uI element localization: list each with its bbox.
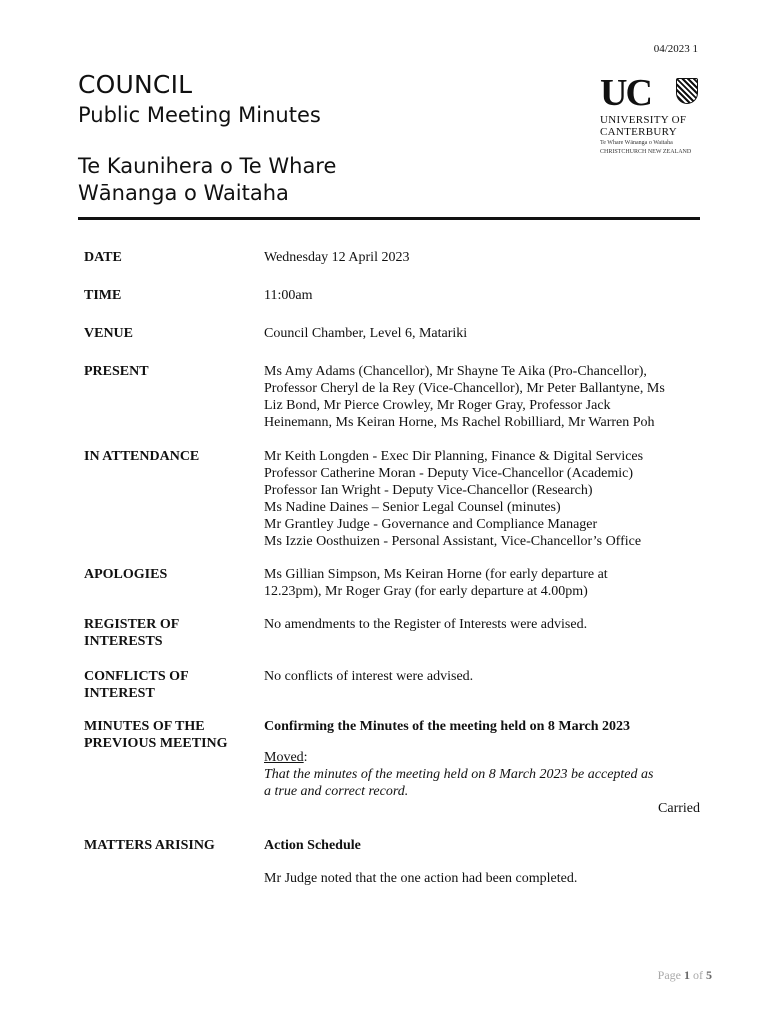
attendance-line: Mr Keith Longden - Exec Dir Planning, Finance & Digital Services: [264, 449, 644, 464]
value-minutes: [264, 718, 700, 817]
maori-title-line-1: Te Kaunihera o Te Whare: [78, 154, 337, 178]
logo-tagline-2: CHRISTCHURCH NEW ZEALAND: [600, 149, 692, 155]
maori-title: [78, 153, 336, 207]
value-date: Wednesday 12 April 2023: [264, 250, 410, 265]
label-attendance: IN ATTENDANCE: [84, 449, 200, 464]
present-line: Professor Cheryl de la Rey (Vice-Chancellor), Mr Peter Ballantyne, Ms: [264, 381, 665, 396]
logo-line-2: CANTERBURY: [600, 126, 677, 138]
apologies-line: Ms Gillian Simpson, Ms Keiran Horne (for early departure at: [264, 567, 608, 582]
label-matters-arising: MATTERS ARISING: [84, 838, 215, 853]
label-conflicts-line-1: CONFLICTS OF: [84, 669, 189, 684]
label-register-line-2: INTERESTS: [84, 634, 163, 649]
label-present: PRESENT: [84, 364, 149, 379]
logo-line-1: UNIVERSITY OF: [600, 114, 687, 126]
value-matters-arising: [264, 837, 700, 887]
page-subtitle: Public Meeting Minutes: [78, 103, 321, 127]
label-conflicts-line-2: INTEREST: [84, 686, 155, 701]
value-register: No amendments to the Register of Interests were advised.: [264, 617, 588, 632]
moved-colon: :: [303, 750, 308, 765]
label-minutes-line-1: MINUTES OF THE: [84, 719, 205, 734]
attendance-line: Mr Grantley Judge - Governance and Compliance Manager: [264, 517, 598, 532]
logo-letters: UC: [600, 72, 651, 114]
page-title: COUNCIL: [78, 70, 193, 99]
header-divider: [78, 217, 700, 220]
present-line: Heinemann, Ms Keiran Horne, Ms Rachel Robilliard, Mr Warren Poh: [264, 415, 655, 430]
document-reference: 04/2023 1: [653, 43, 698, 55]
motion-line-1: That the minutes of the meeting held on 8 March 2023 be accepted as: [264, 767, 654, 782]
page-number: [600, 968, 712, 983]
value-conflicts: No conflicts of interest were advised.: [264, 669, 474, 684]
label-venue: VENUE: [84, 326, 134, 341]
label-date: DATE: [84, 250, 122, 265]
attendance-line: Professor Ian Wright - Deputy Vice-Chancellor (Research): [264, 483, 593, 498]
attendance-line: Ms Izzie Oosthuizen - Personal Assistant, Vice-Chancellor’s Office: [264, 534, 642, 549]
label-register-line-1: REGISTER OF: [84, 617, 180, 632]
label-time: TIME: [84, 288, 122, 303]
value-attendance: [264, 448, 700, 550]
label-minutes: [84, 718, 254, 752]
attendance-line: Ms Nadine Daines – Senior Legal Counsel (minutes): [264, 500, 561, 515]
label-conflicts: [84, 668, 254, 702]
maori-title-line-2: Wānanga o Waitaha: [78, 181, 289, 205]
attendance-line: Professor Catherine Moran - Deputy Vice-Chancellor (Academic): [264, 466, 633, 481]
moved-line: [264, 749, 700, 766]
crest-icon: [676, 78, 698, 104]
label-register: [84, 616, 254, 650]
title-block: [78, 70, 336, 207]
university-logo: [600, 74, 700, 154]
present-line: Ms Amy Adams (Chancellor), Mr Shayne Te Aika (Pro-Chancellor),: [264, 364, 647, 379]
value-venue: Council Chamber, Level 6, Matariki: [264, 326, 468, 341]
value-present: [264, 363, 700, 431]
carried-label: Carried: [658, 801, 700, 816]
page-total: 5: [706, 968, 712, 982]
label-apologies: APOLOGIES: [84, 567, 168, 582]
value-time: 11:00am: [264, 288, 313, 303]
moved-label: Moved: [264, 750, 304, 765]
of-word: of: [690, 968, 706, 982]
logo-tagline-1: Te Whare Wānanga o Waitaha: [600, 140, 673, 146]
motion-line-2: a true and correct record.: [264, 784, 409, 799]
value-apologies: [264, 566, 700, 600]
minutes-heading: Confirming the Minutes of the meeting held on 8 March 2023: [264, 719, 631, 734]
page-current: 1: [684, 968, 690, 982]
action-schedule-text: Mr Judge noted that the one action had been completed.: [264, 871, 578, 886]
label-minutes-line-2: PREVIOUS MEETING: [84, 736, 228, 751]
action-schedule-heading: Action Schedule: [264, 838, 361, 853]
page-word: Page: [657, 968, 684, 982]
present-line: Liz Bond, Mr Pierce Crowley, Mr Roger Gray, Professor Jack: [264, 398, 611, 413]
apologies-line: 12.23pm), Mr Roger Gray (for early departure at 4.00pm): [264, 584, 588, 599]
